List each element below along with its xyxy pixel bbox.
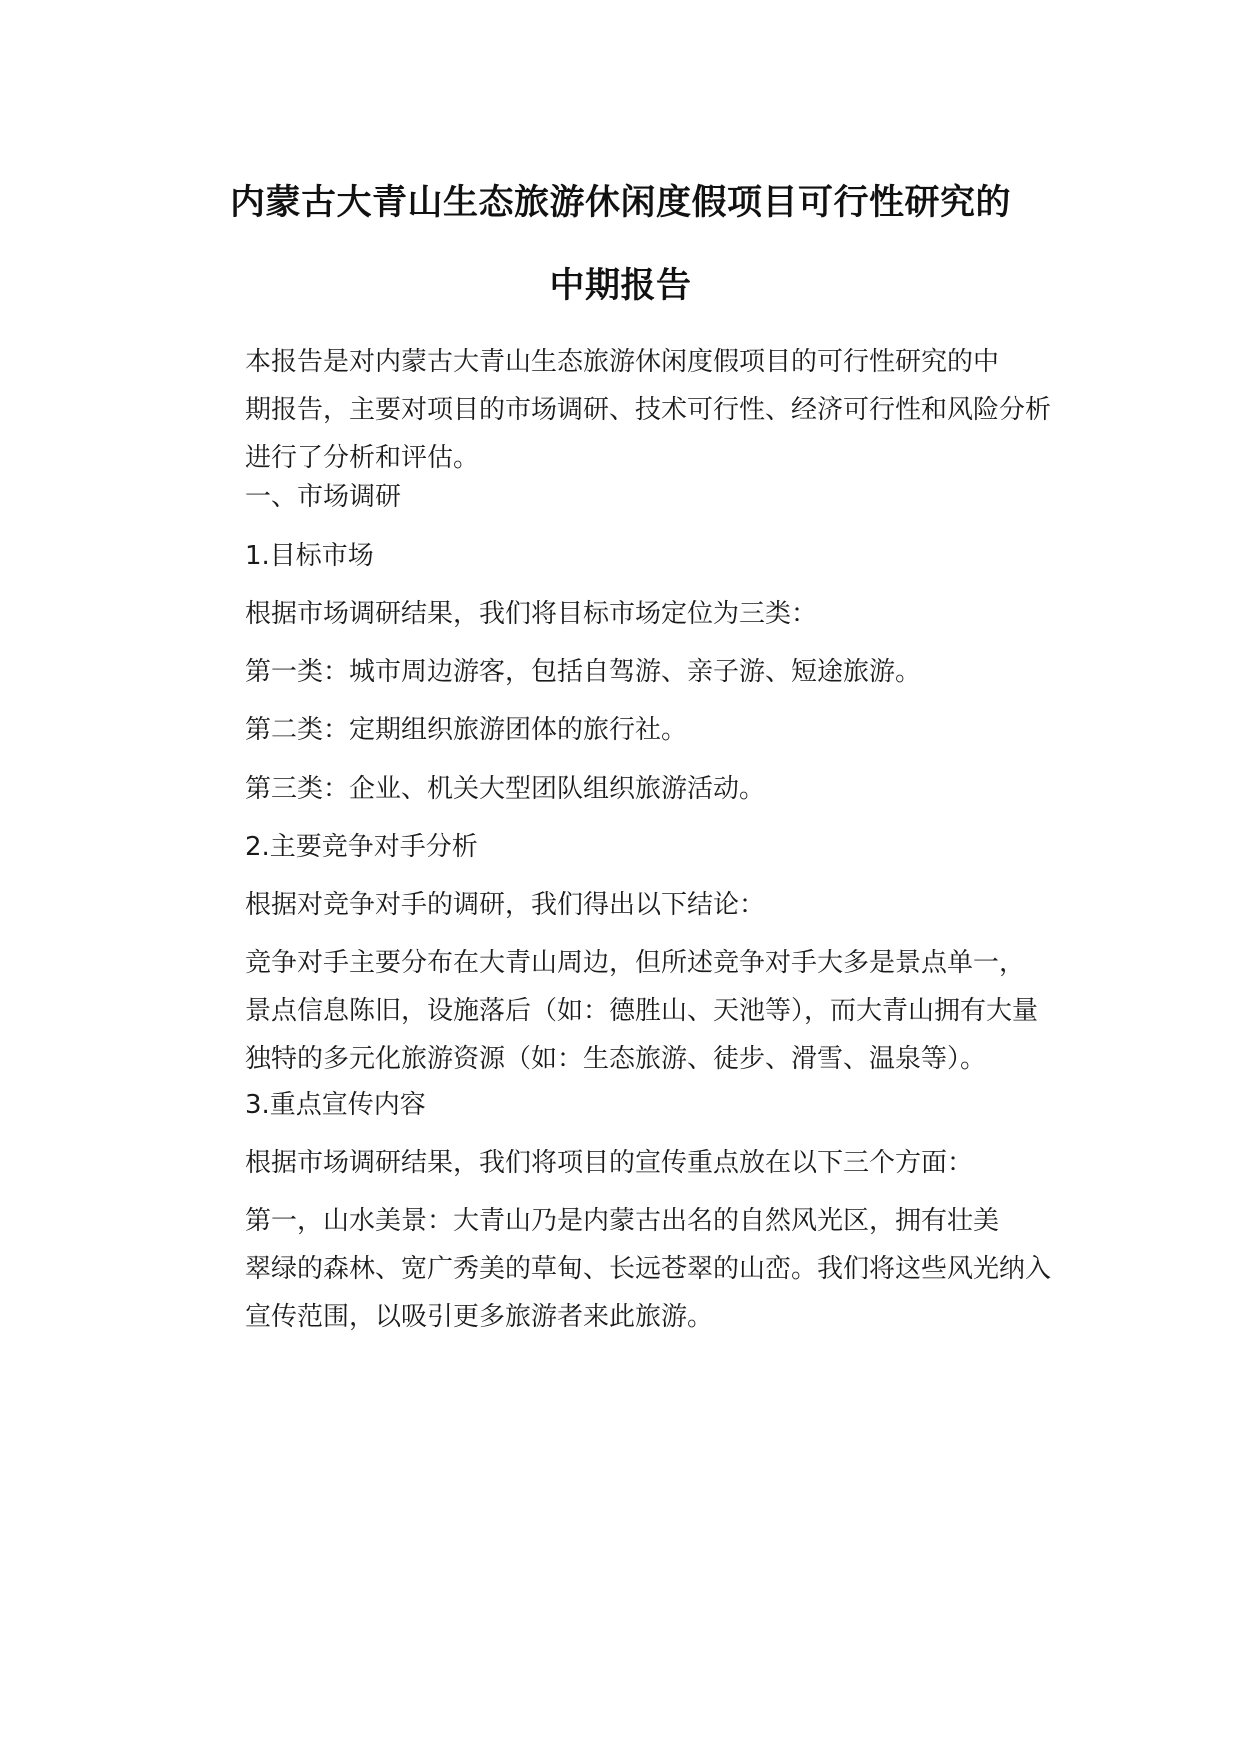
target-market-category-2: 第二类：定期组织旅游团体的旅行社。 (245, 715, 688, 745)
promotion-point-1-line: 第一，山水美景：大青山乃是内蒙古出名的自然风光区，拥有壮美 (245, 1206, 1000, 1236)
intro-line: 进行了分析和评估。 (245, 443, 480, 473)
subheading-promotion-focus: 3.重点宣传内容 (245, 1090, 426, 1120)
competitor-analysis-line: 竞争对手主要分布在大青山周边，但所述竞争对手大多是景点单一， (245, 948, 1026, 978)
section-heading-market-research: 一、市场调研 (245, 482, 402, 512)
intro-paragraph (187, 338, 1087, 482)
target-market-category-3: 第三类：企业、机关大型团队组织旅游活动。 (245, 774, 766, 804)
intro-line: 期报告，主要对项目的市场调研、技术可行性、经济可行性和风险分析 (245, 395, 1052, 425)
competitor-analysis-line: 景点信息陈旧，设施落后（如：德胜山、天池等），而大青山拥有大量 (245, 996, 1039, 1026)
promotion-point-1-paragraph (187, 1197, 1087, 1341)
document-title-line-2: 中期报告 (549, 266, 692, 306)
competitor-analysis-intro: 根据对竞争对手的调研，我们得出以下结论： (245, 890, 766, 920)
target-market-intro: 根据市场调研结果，我们将目标市场定位为三类： (245, 599, 818, 629)
promotion-point-1-line: 宣传范围，以吸引更多旅游者来此旅游。 (245, 1302, 714, 1332)
competitor-analysis-paragraph (187, 939, 1087, 1083)
promotion-point-1-line: 翠绿的森林、宽广秀美的草甸、长远苍翠的山峦。我们将这些风光纳入 (245, 1254, 1052, 1284)
subheading-target-market: 1.目标市场 (245, 541, 374, 571)
subheading-competitor-analysis: 2.主要竞争对手分析 (245, 832, 478, 862)
intro-line: 本报告是对内蒙古大青山生态旅游休闲度假项目的可行性研究的中 (245, 347, 1000, 377)
target-market-category-1: 第一类：城市周边游客，包括自驾游、亲子游、短途旅游。 (245, 657, 922, 687)
promotion-focus-intro: 根据市场调研结果，我们将项目的宣传重点放在以下三个方面： (245, 1148, 974, 1178)
competitor-analysis-line: 独特的多元化旅游资源（如：生态旅游、徒步、滑雪、温泉等）。 (245, 1044, 987, 1074)
document-title-line-1: 内蒙古大青山生态旅游休闲度假项目可行性研究的 (229, 183, 1011, 223)
